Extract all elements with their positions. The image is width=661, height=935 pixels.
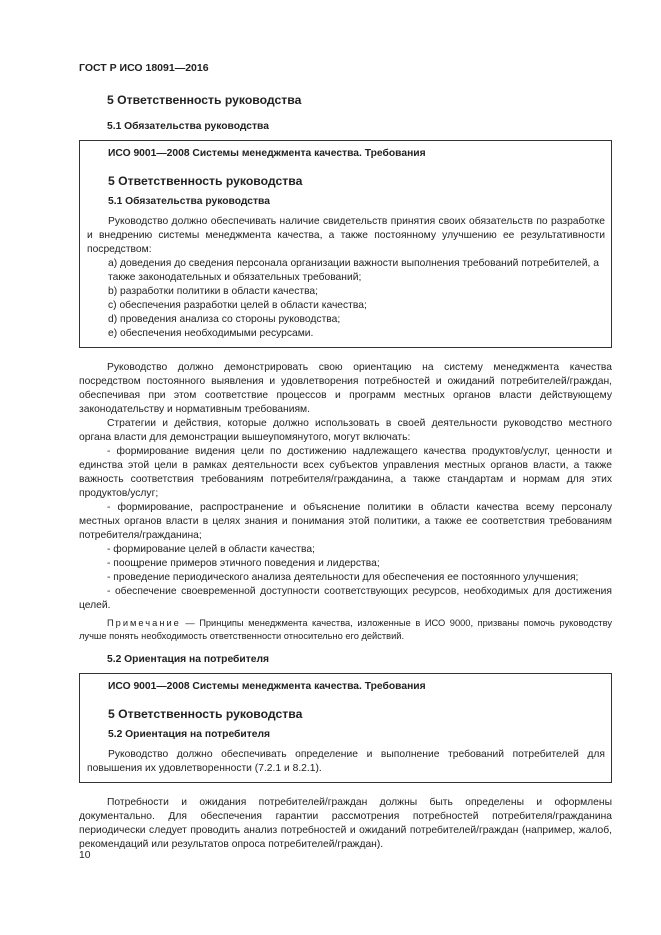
note-text: — Принципы менеджмента качества, изложенные в ИСО 9000, призваны помочь руководству лучше понять необходимость ответственности относительно его действий. <box>79 618 612 641</box>
section-title: 5 Ответственность руководства <box>107 93 302 107</box>
body-list-item: - поощрение примеров этичного поведения и лидерства; <box>107 558 380 569</box>
box1-standard-title: ИСО 9001—2008 Системы менеджмента качества. Требования <box>108 148 426 159</box>
subsection-title-5-1: 5.1 Обязательства руководства <box>107 121 269 132</box>
body-paragraph-2: Стратегии и действия, которые должно использовать в своей деятельности руководство местного органа власти для демонстрации вышеупомянутого, могут включать: <box>79 418 612 443</box>
box2-standard-title: ИСО 9001—2008 Системы менеджмента качества. Требования <box>108 681 426 692</box>
page-number: 10 <box>79 850 91 861</box>
box1-list-item: e) обеспечения необходимыми ресурсами. <box>108 328 314 339</box>
note <box>79 617 612 643</box>
quoted-standard-box-2 <box>79 673 612 783</box>
quoted-standard-box-1 <box>79 140 612 348</box>
box1-list-item: d) проведения анализа со стороны руководства; <box>108 314 341 325</box>
body-list-item: - формирование целей в области качества; <box>107 544 315 555</box>
body-paragraph-3: Потребности и ожидания потребителей/граждан должны быть определены и оформлены документально. Для обеспечения гарантии рассмотрения потребностей потребителя/гражданина периодически следует проводить анализ потребностей и ожиданий потребителей/граждан (например, жалоб, рекомендаций или результатов опроса потребителей/граждан). <box>79 797 612 850</box>
box1-section-title: 5 Ответственность руководства <box>108 174 303 188</box>
body-list-item: - проведение периодического анализа деятельности для обеспечения ее постоянного улучшения; <box>107 572 579 583</box>
box1-subsection-title: 5.1 Обязательства руководства <box>108 196 270 207</box>
box1-list-item: b) разработки политики в области качества; <box>108 286 319 297</box>
page-content <box>79 92 612 852</box>
box1-paragraph: Руководство должно обеспечивать наличие свидетельств принятия своих обязательств по разработке и внедрению системы менеджмента качества, а также постоянному улучшению ее результативности посредством: <box>87 216 605 255</box>
box1-list-item: c) обеспечения разработки целей в области качества; <box>108 300 367 311</box>
body-paragraph-1: Руководство должно демонстрировать свою ориентацию на систему менеджмента качества посредством постоянного выявления и удовлетворения потребностей и ожиданий потребителей/граждан, обеспечивая при этом соответствие процессов и программ местных органов власти действующему законодательству и нормативным требованиям. <box>79 362 612 415</box>
box2-paragraph: Руководство должно обеспечивать определение и выполнение требований потребителей для повышения их удовлетворенности (7.2.1 и 8.2.1). <box>87 749 605 774</box>
body-list-item: - формирование видения цели по достижению надлежащего качества продуктов/услуг, ценности и единства этой цели в рамках деятельности всех субъектов управления местных органов власти, а также важность соответствия требованиям потребителя/гражданина, а также стандартам и нормам для этих продуктов/услуг; <box>79 446 612 499</box>
running-header: ГОСТ Р ИСО 18091—2016 <box>79 62 209 74</box>
body-list-item: - формирование, распространение и объяснение политики в области качества всему персоналу местных органов власти в целях знания и понимания этой политики, а также ее соответствия требованиям потребителя/гражданина; <box>79 502 612 541</box>
subsection-title-5-2: 5.2 Ориентация на потребителя <box>107 654 270 665</box>
box2-section-title: 5 Ответственность руководства <box>108 707 303 721</box>
note-label: Примечание <box>107 618 181 628</box>
body-list-item: - обеспечение своевременной доступности соответствующих ресурсов, необходимых для достижения целей. <box>79 586 612 611</box>
box2-subsection-title: 5.2 Ориентация на потребителя <box>108 729 271 740</box>
box1-list-item: a) доведения до сведения персонала организации важности выполнения требований потребителей, а также законодательных и обязательных требований; <box>108 258 599 283</box>
